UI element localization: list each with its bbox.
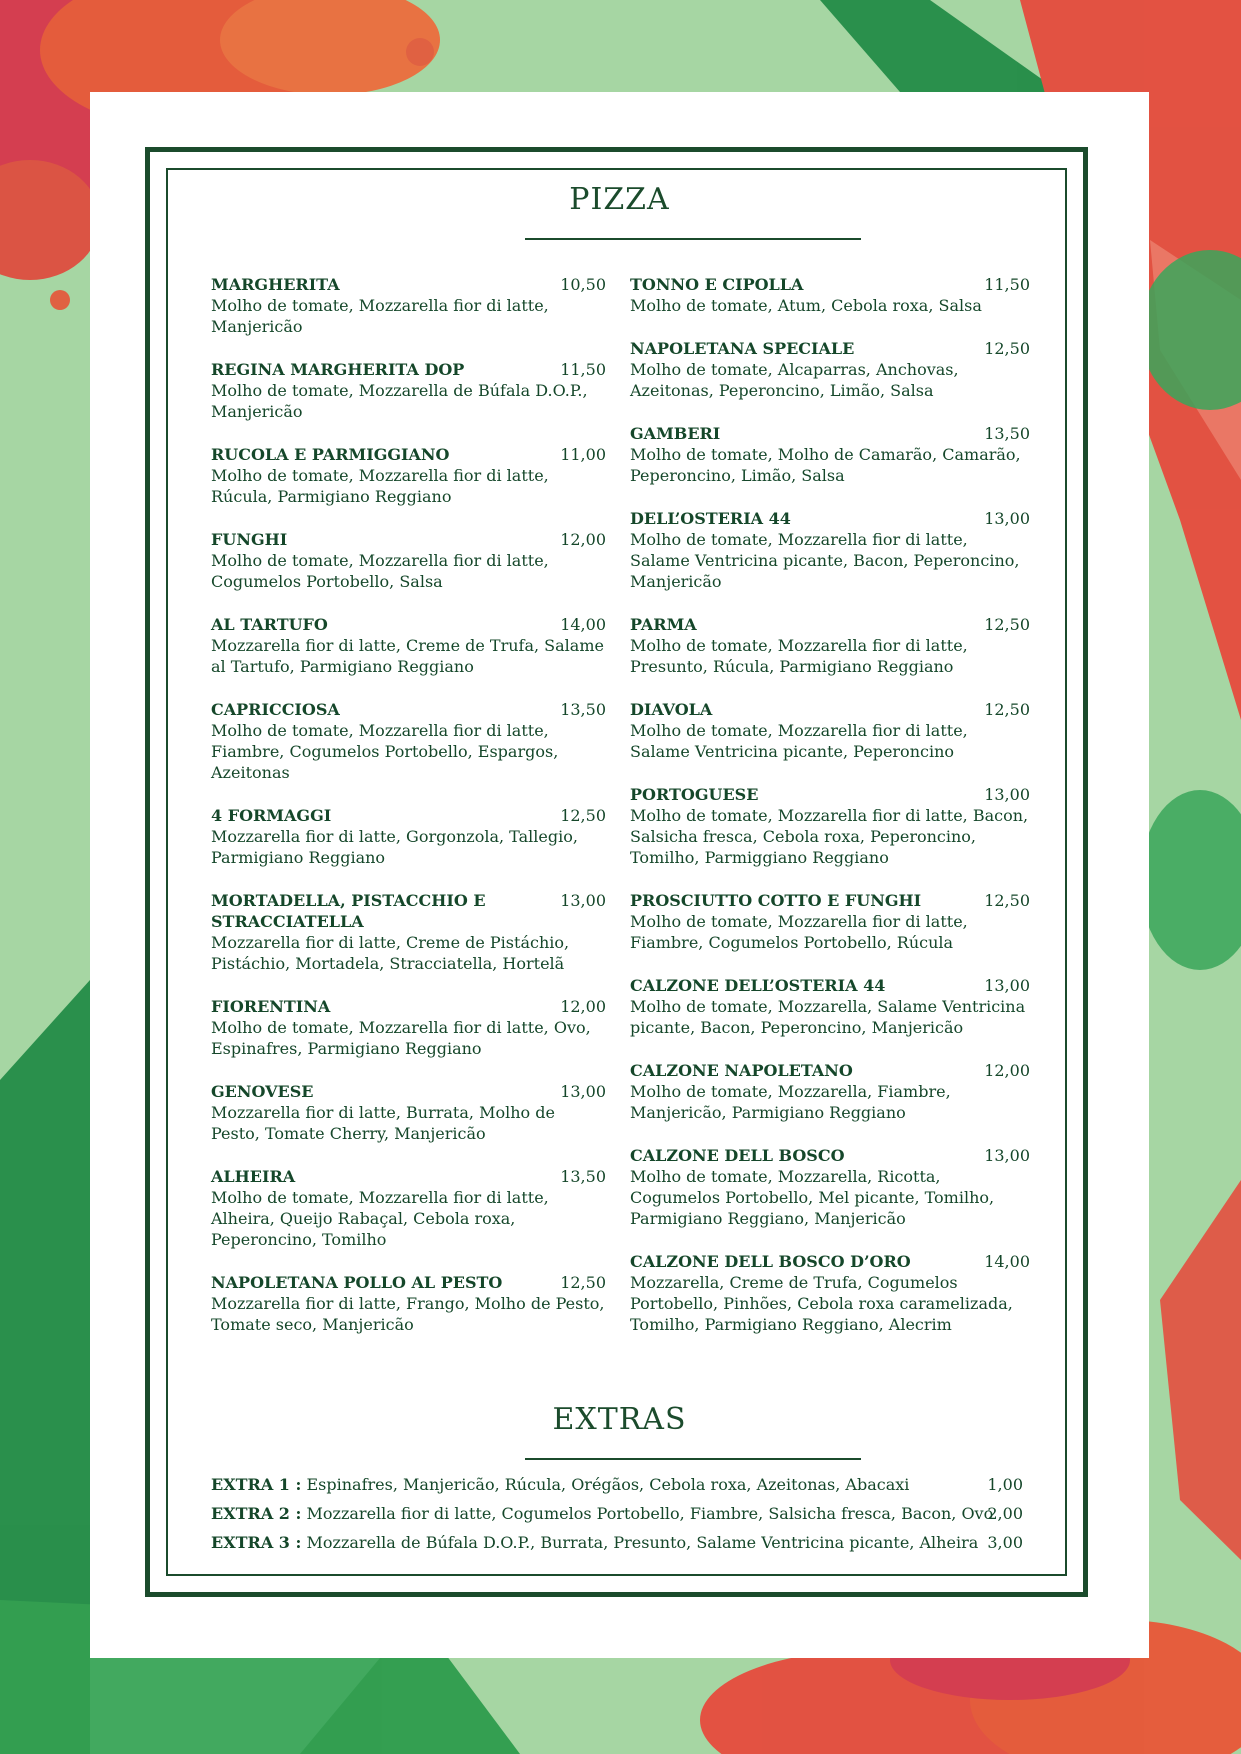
item-price: 13,00 — [984, 509, 1030, 528]
item-name: CALZONE DELL BOSCO — [630, 1146, 845, 1165]
item-description: Molho de tomate, Atum, Cebola roxa, Salsa — [630, 296, 982, 315]
item-name: GENOVESE — [211, 1082, 314, 1101]
menu-item — [211, 1081, 606, 1144]
extra-description: Mozzarella fior di latte, Cogumelos Portobello, Fiambre, Salsicha fresca, Bacon, Ovo — [306, 1504, 994, 1523]
item-name: PORTOGUESE — [630, 785, 759, 804]
menu-item — [630, 784, 1030, 868]
pizza-title-rule — [525, 238, 861, 240]
item-price: 14,00 — [560, 615, 606, 634]
extra-label: EXTRA 1 : — [211, 1475, 302, 1494]
item-name: MARGHERITA — [211, 275, 340, 294]
menu-item — [211, 890, 606, 974]
item-name: CALZONE DELL BOSCO D’ORO — [630, 1252, 911, 1271]
item-description: Molho de tomate, Mozzarella, Ricotta, Cogumelos Portobello, Mel picante, Tomilho, Parmigiano Reggiano, Manjericão — [630, 1167, 995, 1228]
menu-item — [630, 338, 1030, 401]
item-price: 13,00 — [560, 1082, 606, 1101]
item-name: FUNGHI — [211, 530, 288, 549]
item-price: 12,00 — [560, 997, 606, 1016]
item-name: FIORENTINA — [211, 997, 331, 1016]
item-description: Molho de tomate, Mozzarella fior di latte, Ovo, Espinafres, Parmigiano Reggiano — [211, 1018, 591, 1058]
menu-item — [211, 996, 606, 1059]
item-name: DIAVOLA — [630, 700, 713, 719]
item-name: MORTADELLA, PISTACCHIO E STRACCIATELLA — [211, 891, 486, 931]
item-price: 13,00 — [984, 976, 1030, 995]
menu-item — [630, 699, 1030, 762]
extras-title-rule — [525, 1458, 861, 1460]
item-price: 12,00 — [984, 1061, 1030, 1080]
extra-description: Espinafres, Manjericão, Rúcula, Orégãos, Cebola roxa, Azeitonas, Abacaxi — [306, 1475, 910, 1494]
menu-item — [630, 614, 1030, 677]
item-price: 11,50 — [984, 275, 1030, 294]
item-description: Molho de tomate, Mozzarella fior di latte, Presunto, Rúcula, Parmigiano Reggiano — [630, 636, 968, 676]
item-description: Molho de tomate, Mozzarella fior di latte, Alheira, Queijo Rabaçal, Cebola roxa, Peperoncino, Tomilho — [211, 1188, 549, 1249]
menu-item — [630, 1251, 1030, 1335]
item-price: 11,50 — [560, 360, 606, 379]
item-name: PROSCIUTTO COTTO E FUNGHI — [630, 891, 922, 910]
item-price: 13,00 — [984, 785, 1030, 804]
item-price: 12,00 — [560, 530, 606, 549]
item-description: Molho de tomate, Mozzarella, Salame Ventricina picante, Bacon, Peperoncino, Manjericão — [630, 997, 1026, 1037]
extra-price: 1,00 — [987, 1475, 1023, 1494]
pizza-list-left — [211, 274, 606, 1357]
item-price: 12,50 — [560, 806, 606, 825]
item-description: Molho de tomate, Mozzarella de Búfala D.O.P., Manjericão — [211, 381, 588, 421]
extra-price: 3,00 — [987, 1533, 1023, 1552]
menu-item — [211, 444, 606, 507]
item-name: CALZONE NAPOLETANO — [630, 1061, 853, 1080]
item-price: 12,50 — [984, 700, 1030, 719]
extra-label: EXTRA 2 : — [211, 1504, 302, 1523]
menu-item — [211, 1272, 606, 1335]
menu-item — [211, 274, 606, 337]
item-name: NAPOLETANA POLLO AL PESTO — [211, 1273, 503, 1292]
extra-price: 2,00 — [987, 1504, 1023, 1523]
item-name: RUCOLA E PARMIGGIANO — [211, 445, 450, 464]
pizza-list-right — [630, 274, 1030, 1357]
item-description: Molho de tomate, Mozzarella fior di latte, Salame Ventricina picante, Peperoncino — [630, 721, 968, 761]
item-name: CAPRICCIOSA — [211, 700, 340, 719]
menu-item — [630, 1060, 1030, 1123]
menu-item — [211, 1166, 606, 1250]
pizza-title: PIZZA — [569, 182, 670, 217]
item-name: ALHEIRA — [211, 1167, 296, 1186]
item-name: AL TARTUFO — [211, 615, 328, 634]
item-price: 14,00 — [984, 1252, 1030, 1271]
extra-row — [211, 1474, 1023, 1503]
item-price: 13,00 — [560, 891, 606, 910]
item-price: 12,50 — [560, 1273, 606, 1292]
extras-list — [211, 1474, 1023, 1561]
item-name: DELL’OSTERIA 44 — [630, 509, 791, 528]
item-description: Mozzarella, Creme de Trufa, Cogumelos Portobello, Pinhões, Cebola roxa caramelizada, Tomilho, Parmigiano Reggiano, Alecrim — [630, 1273, 1013, 1334]
menu-item — [211, 359, 606, 422]
menu-item — [630, 975, 1030, 1038]
item-description: Molho de tomate, Mozzarella fior di latte, Fiambre, Cogumelos Portobello, Espargos, Azeitonas — [211, 721, 559, 782]
item-description: Mozzarella fior di latte, Burrata, Molho de Pesto, Tomate Cherry, Manjericão — [211, 1103, 555, 1143]
item-description: Molho de tomate, Mozzarella fior di latte, Manjericão — [211, 296, 549, 336]
menu-item — [630, 1145, 1030, 1229]
extra-row — [211, 1532, 1023, 1561]
menu-item — [211, 614, 606, 677]
extra-row — [211, 1503, 1023, 1532]
item-price: 10,50 — [560, 275, 606, 294]
menu-item — [211, 805, 606, 868]
item-description: Molho de tomate, Mozzarella fior di latte, Cogumelos Portobello, Salsa — [211, 551, 549, 591]
item-description: Molho de tomate, Mozzarella fior di latte, Salame Ventricina picante, Bacon, Peperoncino, Manjericão — [630, 530, 1020, 591]
extra-description: Mozzarella de Búfala D.O.P., Burrata, Presunto, Salame Ventricina picante, Alheira — [306, 1533, 979, 1552]
item-price: 13,00 — [984, 1146, 1030, 1165]
item-description: Molho de tomate, Alcaparras, Anchovas, Azeitonas, Peperoncino, Limão, Salsa — [630, 360, 959, 400]
menu-item — [211, 699, 606, 783]
item-price: 13,50 — [560, 1167, 606, 1186]
item-description: Molho de tomate, Molho de Camarão, Camarão, Peperoncino, Limão, Salsa — [630, 445, 1021, 485]
item-name: REGINA MARGHERITA DOP — [211, 360, 465, 379]
item-description: Mozzarella fior di latte, Creme de Trufa, Salame al Tartufo, Parmigiano Reggiano — [211, 636, 604, 676]
item-description: Molho de tomate, Mozzarella fior di latte, Fiambre, Cogumelos Portobello, Rúcula — [630, 912, 968, 952]
item-description: Molho de tomate, Mozzarella fior di latte, Bacon, Salsicha fresca, Cebola roxa, Peperoncino, Tomilho, Parmiggiano Reggiano — [630, 806, 1029, 867]
item-price: 13,50 — [560, 700, 606, 719]
item-price: 13,50 — [984, 424, 1030, 443]
menu-item — [630, 274, 1030, 316]
item-price: 12,50 — [984, 339, 1030, 358]
item-name: TONNO E CIPOLLA — [630, 275, 804, 294]
menu-item — [630, 423, 1030, 486]
item-price: 12,50 — [984, 891, 1030, 910]
item-name: GAMBERI — [630, 424, 721, 443]
item-price: 12,50 — [984, 615, 1030, 634]
item-name: PARMA — [630, 615, 697, 634]
item-description: Mozzarella fior di latte, Gorgonzola, Tallegio, Parmigiano Reggiano — [211, 827, 578, 867]
item-description: Mozzarella fior di latte, Frango, Molho de Pesto, Tomate seco, Manjericão — [211, 1294, 605, 1334]
item-price: 11,00 — [560, 445, 606, 464]
menu-item — [211, 529, 606, 592]
item-name: NAPOLETANA SPECIALE — [630, 339, 855, 358]
extras-title: EXTRAS — [552, 1402, 687, 1437]
item-description: Molho de tomate, Mozzarella, Fiambre, Manjericão, Parmigiano Reggiano — [630, 1082, 951, 1122]
item-description: Mozzarella fior di latte, Creme de Pistáchio, Pistáchio, Mortadela, Stracciatella, Hortelã — [211, 933, 570, 973]
item-name: CALZONE DELL’OSTERIA 44 — [630, 976, 886, 995]
item-name: 4 FORMAGGI — [211, 806, 332, 825]
menu-item — [630, 508, 1030, 592]
extra-label: EXTRA 3 : — [211, 1533, 302, 1552]
menu-item — [630, 890, 1030, 953]
item-description: Molho de tomate, Mozzarella fior di latte, Rúcula, Parmigiano Reggiano — [211, 466, 549, 506]
